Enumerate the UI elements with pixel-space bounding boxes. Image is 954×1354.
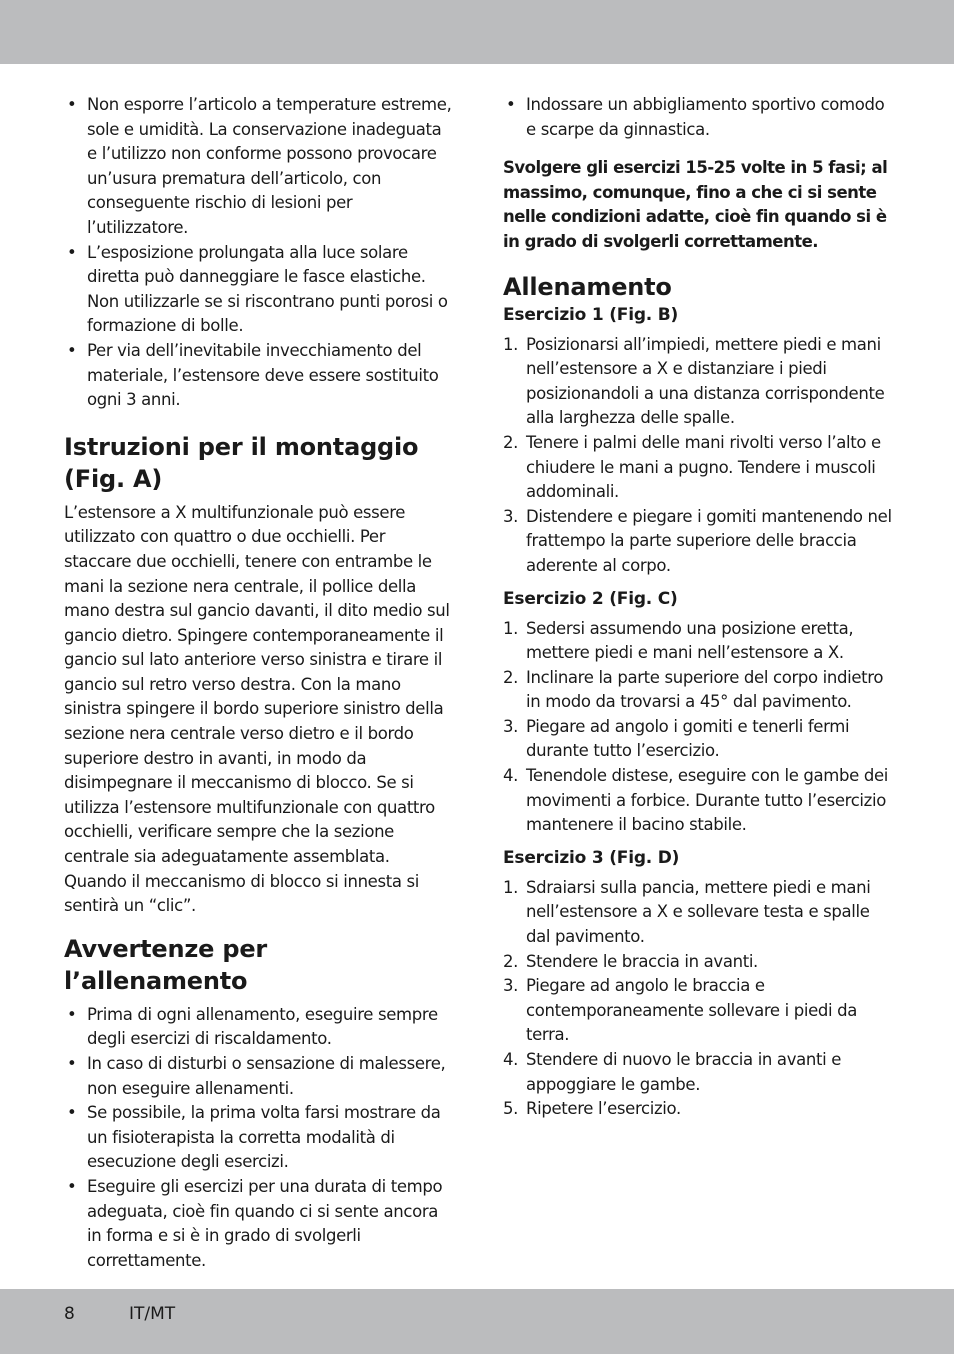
step-text: Tenere i palmi delle mani rivolti verso l’alto e chiudere le mani a pugno. Tendere i muscoli addominali. — [526, 432, 881, 502]
step-text: Sdraiarsi sulla pancia, mettere piedi e mani nell’estensore a X e sollevare testa e spalle dal pavimento. — [526, 877, 871, 947]
step-number: 5. — [503, 1099, 519, 1119]
list-item: • Se possibile, la prima volta farsi mostrare da un fisioterapista la corretta modalità di esecuzione degli esercizi. — [64, 1101, 454, 1175]
training-heading: Allenamento — [503, 272, 672, 301]
exercise-1-steps — [503, 333, 895, 579]
step-text: Tenendole distese, eseguire con le gambe dei movimenti a forbice. Durante tutto l’esercizio mantenere il bacino stabile. — [526, 766, 888, 835]
language-code: IT/MT — [129, 1304, 176, 1324]
step-text: Ripetere l’esercizio. — [526, 1099, 681, 1119]
assembly-text: L’estensore a X multifunzionale può essere utilizzato con quattro o due occhielli. Per staccare due occhielli, tenere con entrambe le mani la sezione nera centrale, il pollice della mano destra sul gancio davanti, il dito medio sul gancio dietro. Spingere contemporaneamente il gancio sul lato anteriore verso sinistra e tirare il gancio sul retro verso destra. Con la mano sinistra spingere il bordo superiore sinistro della sezione nera centrale verso dietro e il bordo superiore destro in avanti, in modo da disimpegnare il meccanismo di blocco. Se si utilizza l’estensore multifunzionale con quattro occhielli, verificare sempre che la sezione centrale sia adeguatamente assemblata. Quando il meccanismo di blocco si innesta si sentirà un “clic”. — [64, 502, 450, 916]
repetitions-note: Svolgere gli esercizi 15-25 volte in 5 fasi; al massimo, comunque, fino a che ci si sente nelle condizioni adatte, cioè fin quando si è in grado di svolgerli correttamente. — [503, 158, 888, 251]
list-item — [503, 974, 895, 1048]
step-number: 3. — [503, 716, 519, 736]
exercise-2-steps — [503, 617, 895, 838]
warnings-bullet-list — [64, 1003, 454, 1274]
list-item — [503, 950, 895, 975]
step-number: 3. — [503, 506, 519, 526]
exercise-1-title: Esercizio 1 (Fig. B) — [503, 304, 679, 325]
step-text: Distendere e piegare i gomiti mantenendo nel frattempo la parte superiore delle braccia aderente al corpo. — [526, 506, 892, 575]
list-item — [503, 764, 895, 838]
list-item — [503, 505, 895, 579]
exercise-2-title: Esercizio 2 (Fig. C) — [503, 588, 678, 609]
step-text: Sedersi assumendo una posizione eretta, mettere piedi e mani nell’estensore a X. — [526, 618, 854, 663]
step-number: 2. — [503, 951, 519, 971]
step-number: 2. — [503, 667, 519, 687]
clothing-bullet-list — [503, 93, 895, 142]
step-number: 4. — [503, 1050, 519, 1069]
step-text: Stendere le braccia in avanti. — [526, 951, 758, 971]
list-item: • L’esposizione prolungata alla luce solare diretta può danneggiare le fasce elastiche. Non utilizzarle se si riscontrano punti porosi o formazione di bolle. — [64, 241, 454, 339]
step-number: 1. — [503, 334, 519, 354]
assembly-heading: Istruzioni per il montaggio (Fig. A) — [64, 432, 419, 493]
intro-bullet-list — [64, 93, 454, 413]
list-item — [503, 876, 895, 950]
list-item: • In caso di disturbi o sensazione di malessere, non eseguire allenamenti. — [64, 1052, 454, 1101]
step-number: 2. — [503, 432, 519, 452]
list-item: • Per via dell’inevitabile invecchiamento del materiale, l’estensore deve essere sostituito ogni 3 anni. — [64, 339, 454, 413]
step-number: 1. — [503, 877, 519, 897]
left-column — [64, 93, 454, 1273]
step-number: 1. — [503, 618, 519, 638]
step-text: Inclinare la parte superiore del corpo indietro in modo da trovarsi a 45° dal pavimento. — [526, 667, 884, 712]
step-text: Stendere di nuovo le braccia in avanti e appoggiare le gambe. — [526, 1050, 842, 1094]
header-bar — [0, 0, 954, 64]
list-item — [503, 1048, 895, 1097]
list-item: • Prima di ogni allenamento, eseguire sempre degli esercizi di riscaldamento. — [64, 1003, 454, 1052]
warnings-heading: Avvertenze per l’allenamento — [64, 934, 268, 995]
step-text: Piegare ad angolo le braccia e contemporaneamente sollevare i piedi da terra. — [526, 976, 858, 1045]
right-column — [503, 93, 895, 1122]
list-item — [503, 1097, 895, 1122]
page-number: 8 — [64, 1304, 75, 1324]
step-text: Piegare ad angolo i gomiti e tenerli fermi durante tutto l’esercizio. — [526, 716, 850, 761]
step-text: Posizionarsi all’impiedi, mettere piedi e mani nell’estensore a X e distanziare i piedi posizionandoli a una distanza corrispondente alla larghezza delle spalle. — [526, 334, 885, 428]
list-item — [503, 333, 895, 431]
exercise-3-title: Esercizio 3 (Fig. D) — [503, 847, 680, 868]
step-number: 4. — [503, 766, 519, 786]
list-item: • Eseguire gli esercizi per una durata di tempo adeguata, cioè fin quando ci si sente ancora in forma e si è in grado di svolgerli correttamente. — [64, 1175, 454, 1273]
list-item: • Indossare un abbigliamento sportivo comodo e scarpe da ginnastica. — [503, 93, 895, 142]
step-number: 3. — [503, 976, 519, 996]
list-item — [503, 431, 895, 505]
list-item — [503, 617, 895, 666]
exercise-3-steps — [503, 876, 895, 1122]
list-item — [503, 666, 895, 715]
list-item — [503, 715, 895, 764]
list-item: • Non esporre l’articolo a temperature estreme, sole e umidità. La conservazione inadeguata e l’utilizzo non conforme possono provocare un’usura prematura dell’articolo, con conseguente rischio di lesioni per l’utilizzatore. — [64, 93, 454, 241]
